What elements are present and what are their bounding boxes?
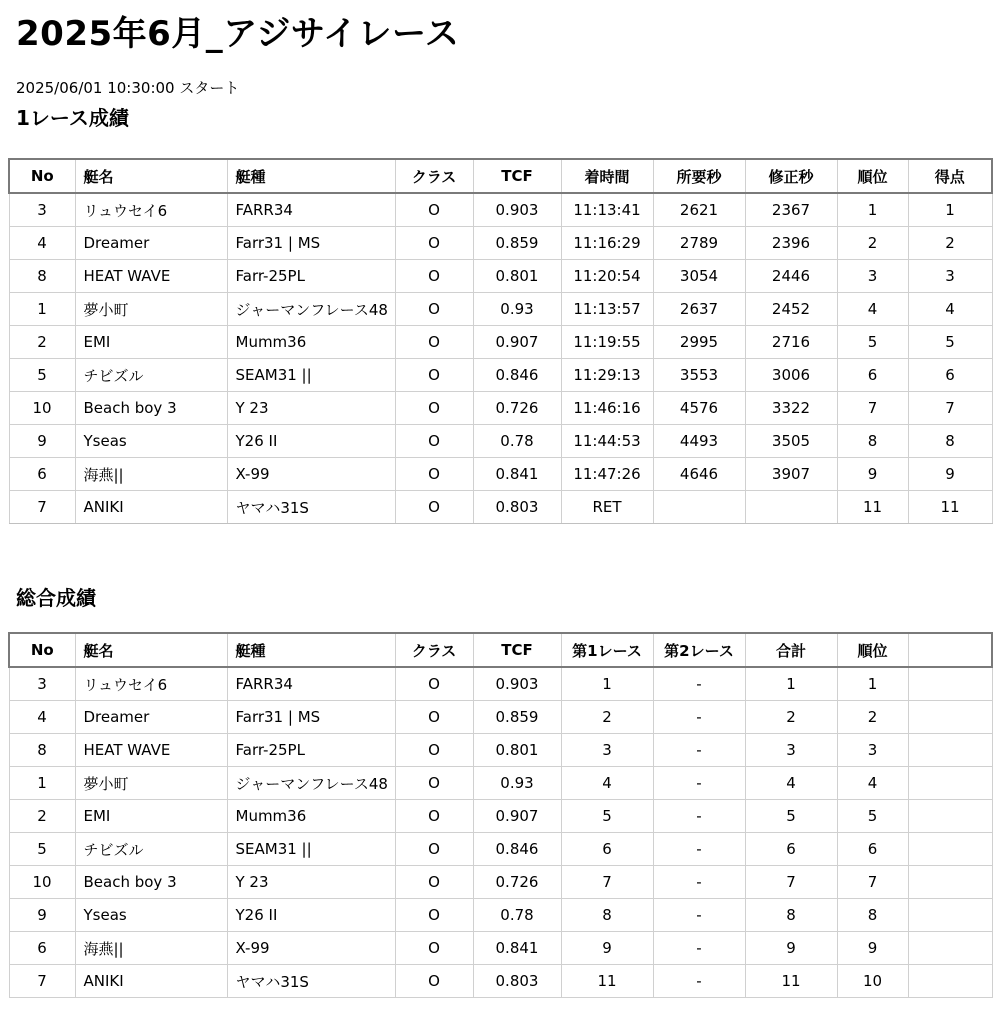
total-cell-class: O [395,965,473,998]
race1-cell-c6: RET [561,491,653,524]
race1-cell-boat-type: ヤマハ31S [227,491,395,524]
race1-cell-c8: 2396 [745,227,837,260]
table-row [9,193,992,227]
race1-cell-c10: 8 [908,425,992,458]
total-cell-class: O [395,833,473,866]
total-cell-c9: 9 [837,932,908,965]
race1-cell-c9: 3 [837,260,908,293]
race1-cell-c7: 2995 [653,326,745,359]
race1-cell-c8: 3322 [745,392,837,425]
total-cell-c8: 4 [745,767,837,800]
race1-cell-c9: 7 [837,392,908,425]
total-cell-class: O [395,866,473,899]
total-header-c6: 第1レース [561,633,653,667]
total-cell-c10 [908,767,992,800]
race1-cell-c10: 3 [908,260,992,293]
total-table-body [9,667,992,998]
race1-cell-class: O [395,458,473,491]
total-cell-c9: 4 [837,767,908,800]
race1-cell-boat-name: リュウセイ6 [75,193,227,227]
table-row [9,667,992,701]
total-cell-boat-type: ジャーマンフレース48 [227,767,395,800]
total-header-c7: 第2レース [653,633,745,667]
total-cell-boat-name: Beach boy 3 [75,866,227,899]
race1-cell-boat-type: Y 23 [227,392,395,425]
race1-cell-no: 2 [9,326,75,359]
total-cell-c8: 7 [745,866,837,899]
table-row [9,425,992,458]
total-cell-boat-type: Y 23 [227,866,395,899]
total-cell-boat-type: Mumm36 [227,800,395,833]
total-cell-c8: 8 [745,899,837,932]
table-row [9,458,992,491]
total-cell-c8: 9 [745,932,837,965]
table-row [9,491,992,524]
race1-cell-c8: 2367 [745,193,837,227]
race1-cell-tcf: 0.801 [473,260,561,293]
total-cell-c6: 2 [561,701,653,734]
total-cell-no: 9 [9,899,75,932]
race1-cell-boat-type: ジャーマンフレース48 [227,293,395,326]
table-row [9,260,992,293]
total-cell-c10 [908,866,992,899]
race1-cell-no: 5 [9,359,75,392]
total-cell-c7: - [653,667,745,701]
race1-cell-class: O [395,392,473,425]
race1-cell-no: 4 [9,227,75,260]
total-cell-c7: - [653,701,745,734]
total-cell-tcf: 0.903 [473,667,561,701]
race1-cell-boat-name: HEAT WAVE [75,260,227,293]
total-heading: 総合成績 [16,586,96,610]
total-cell-class: O [395,899,473,932]
total-cell-c10 [908,701,992,734]
race1-cell-c9: 9 [837,458,908,491]
total-cell-c10 [908,932,992,965]
total-cell-boat-name: Yseas [75,899,227,932]
race1-header-c7: 所要秒 [653,159,745,193]
total-cell-tcf: 0.78 [473,899,561,932]
race1-cell-no: 7 [9,491,75,524]
race1-cell-no: 10 [9,392,75,425]
total-cell-no: 5 [9,833,75,866]
table-row [9,833,992,866]
race1-cell-boat-name: 海燕|| [75,458,227,491]
total-cell-c9: 8 [837,899,908,932]
race1-cell-c9: 1 [837,193,908,227]
table-row [9,701,992,734]
table-row [9,359,992,392]
total-cell-tcf: 0.726 [473,866,561,899]
race1-cell-c8: 2716 [745,326,837,359]
total-cell-c7: - [653,965,745,998]
race1-cell-no: 9 [9,425,75,458]
total-cell-c7: - [653,800,745,833]
race1-header-c9: 順位 [837,159,908,193]
race1-cell-boat-type: SEAM31 || [227,359,395,392]
total-cell-boat-name: HEAT WAVE [75,734,227,767]
total-cell-c9: 10 [837,965,908,998]
total-cell-no: 6 [9,932,75,965]
total-cell-c9: 5 [837,800,908,833]
total-cell-c6: 9 [561,932,653,965]
total-header-boat-type: 艇種 [227,633,395,667]
race1-cell-c10: 7 [908,392,992,425]
race1-header-c6: 着時間 [561,159,653,193]
race1-cell-c6: 11:46:16 [561,392,653,425]
race1-cell-tcf: 0.846 [473,359,561,392]
race1-cell-boat-type: FARR34 [227,193,395,227]
total-cell-c6: 1 [561,667,653,701]
total-cell-boat-name: チビズル [75,833,227,866]
total-cell-c9: 6 [837,833,908,866]
total-cell-no: 4 [9,701,75,734]
race1-cell-class: O [395,359,473,392]
total-cell-tcf: 0.803 [473,965,561,998]
table-row [9,899,992,932]
total-cell-boat-type: FARR34 [227,667,395,701]
table-row [9,326,992,359]
total-cell-c6: 4 [561,767,653,800]
table-row [9,965,992,998]
total-cell-c9: 7 [837,866,908,899]
race1-cell-c8: 2452 [745,293,837,326]
race1-cell-tcf: 0.859 [473,227,561,260]
race1-header-c8: 修正秒 [745,159,837,193]
race1-cell-boat-name: EMI [75,326,227,359]
race1-cell-c9: 5 [837,326,908,359]
race1-header-c10: 得点 [908,159,992,193]
race1-cell-no: 3 [9,193,75,227]
total-cell-tcf: 0.93 [473,767,561,800]
race1-heading: 1レース成績 [16,106,129,130]
race1-cell-c10: 4 [908,293,992,326]
race1-cell-c10: 9 [908,458,992,491]
race1-cell-c10: 1 [908,193,992,227]
race1-cell-tcf: 0.907 [473,326,561,359]
race1-cell-no: 6 [9,458,75,491]
total-cell-c10 [908,833,992,866]
total-cell-boat-type: SEAM31 || [227,833,395,866]
total-cell-class: O [395,932,473,965]
race1-cell-c7: 2621 [653,193,745,227]
total-cell-no: 2 [9,800,75,833]
total-cell-c7: - [653,833,745,866]
total-cell-no: 7 [9,965,75,998]
race1-cell-c10: 5 [908,326,992,359]
total-cell-no: 1 [9,767,75,800]
race1-cell-c9: 2 [837,227,908,260]
race1-cell-c6: 11:13:57 [561,293,653,326]
total-results-table [8,632,993,998]
race1-cell-c8 [745,491,837,524]
total-cell-class: O [395,734,473,767]
race1-cell-class: O [395,425,473,458]
race1-cell-boat-name: ANIKI [75,491,227,524]
total-cell-class: O [395,701,473,734]
total-cell-no: 10 [9,866,75,899]
total-cell-boat-name: リュウセイ6 [75,667,227,701]
race1-cell-tcf: 0.903 [473,193,561,227]
race1-cell-c6: 11:47:26 [561,458,653,491]
race1-header-no: No [9,159,75,193]
race1-cell-c8: 3907 [745,458,837,491]
race1-cell-c6: 11:19:55 [561,326,653,359]
total-cell-c8: 1 [745,667,837,701]
total-cell-c10 [908,899,992,932]
total-cell-boat-type: Y26 II [227,899,395,932]
race1-cell-c9: 8 [837,425,908,458]
total-cell-no: 8 [9,734,75,767]
total-header-class: クラス [395,633,473,667]
total-header-c8: 合計 [745,633,837,667]
race1-cell-c7: 4576 [653,392,745,425]
race1-cell-class: O [395,326,473,359]
total-cell-boat-name: Dreamer [75,701,227,734]
total-cell-boat-name: ANIKI [75,965,227,998]
race1-cell-c7: 4646 [653,458,745,491]
race1-cell-c8: 2446 [745,260,837,293]
race1-header-boat-name: 艇名 [75,159,227,193]
total-cell-class: O [395,800,473,833]
race1-cell-c10: 6 [908,359,992,392]
race1-cell-tcf: 0.93 [473,293,561,326]
race1-cell-boat-type: X-99 [227,458,395,491]
total-cell-c9: 3 [837,734,908,767]
race1-cell-boat-name: Beach boy 3 [75,392,227,425]
total-cell-c8: 11 [745,965,837,998]
race1-cell-c6: 11:44:53 [561,425,653,458]
race1-cell-tcf: 0.841 [473,458,561,491]
total-cell-boat-type: Farr-25PL [227,734,395,767]
total-cell-c6: 3 [561,734,653,767]
race1-cell-c8: 3006 [745,359,837,392]
race1-cell-class: O [395,260,473,293]
race1-cell-c10: 2 [908,227,992,260]
total-cell-tcf: 0.801 [473,734,561,767]
race1-cell-boat-name: Dreamer [75,227,227,260]
total-header-tcf: TCF [473,633,561,667]
race1-cell-tcf: 0.726 [473,392,561,425]
total-cell-class: O [395,767,473,800]
race1-cell-c7 [653,491,745,524]
race1-table-body [9,193,992,524]
race1-header-class: クラス [395,159,473,193]
race1-cell-class: O [395,491,473,524]
total-cell-boat-type: X-99 [227,932,395,965]
race1-cell-c7: 3054 [653,260,745,293]
total-cell-tcf: 0.841 [473,932,561,965]
total-cell-c6: 11 [561,965,653,998]
race1-cell-c6: 11:29:13 [561,359,653,392]
total-cell-c7: - [653,932,745,965]
total-cell-c6: 7 [561,866,653,899]
total-cell-boat-type: Farr31 | MS [227,701,395,734]
table-row [9,767,992,800]
race1-header-tcf: TCF [473,159,561,193]
race1-cell-c6: 11:20:54 [561,260,653,293]
table-row [9,392,992,425]
total-cell-boat-name: 海燕|| [75,932,227,965]
table-row [9,293,992,326]
table-row [9,866,992,899]
race1-cell-class: O [395,193,473,227]
total-cell-c9: 1 [837,667,908,701]
start-time-text: 2025/06/01 10:30:00 スタート [16,79,240,97]
race1-cell-tcf: 0.78 [473,425,561,458]
total-cell-c6: 8 [561,899,653,932]
total-cell-c10 [908,965,992,998]
total-cell-boat-name: 夢小町 [75,767,227,800]
race1-cell-boat-name: チビズル [75,359,227,392]
race1-cell-class: O [395,293,473,326]
race1-header-row [9,159,992,193]
race1-cell-c7: 4493 [653,425,745,458]
race1-cell-c8: 3505 [745,425,837,458]
total-header-c10 [908,633,992,667]
race1-cell-c10: 11 [908,491,992,524]
race1-cell-c6: 11:16:29 [561,227,653,260]
total-cell-c7: - [653,767,745,800]
total-cell-no: 3 [9,667,75,701]
total-cell-class: O [395,667,473,701]
total-cell-tcf: 0.859 [473,701,561,734]
race1-cell-no: 8 [9,260,75,293]
total-cell-boat-type: ヤマハ31S [227,965,395,998]
total-cell-c8: 3 [745,734,837,767]
race1-cell-boat-type: Mumm36 [227,326,395,359]
page-title: 2025年6月_アジサイレース [16,14,460,54]
total-header-row [9,633,992,667]
race1-results-table [8,158,993,524]
race1-cell-tcf: 0.803 [473,491,561,524]
race1-cell-boat-name: Yseas [75,425,227,458]
race1-cell-c7: 3553 [653,359,745,392]
total-cell-c10 [908,667,992,701]
race1-cell-boat-type: Farr-25PL [227,260,395,293]
race1-cell-no: 1 [9,293,75,326]
race1-cell-c9: 11 [837,491,908,524]
table-row [9,734,992,767]
total-cell-c8: 5 [745,800,837,833]
race1-cell-c6: 11:13:41 [561,193,653,227]
total-cell-c9: 2 [837,701,908,734]
race1-cell-boat-type: Y26 II [227,425,395,458]
total-header-no: No [9,633,75,667]
race1-cell-boat-type: Farr31 | MS [227,227,395,260]
total-cell-c10 [908,734,992,767]
total-cell-c10 [908,800,992,833]
race1-cell-class: O [395,227,473,260]
race1-cell-c9: 6 [837,359,908,392]
total-header-c9: 順位 [837,633,908,667]
total-cell-tcf: 0.907 [473,800,561,833]
total-cell-tcf: 0.846 [473,833,561,866]
total-cell-boat-name: EMI [75,800,227,833]
race1-cell-boat-name: 夢小町 [75,293,227,326]
race1-cell-c7: 2789 [653,227,745,260]
total-cell-c7: - [653,734,745,767]
race1-cell-c9: 4 [837,293,908,326]
race1-header-boat-type: 艇種 [227,159,395,193]
table-row [9,932,992,965]
total-cell-c6: 6 [561,833,653,866]
total-cell-c7: - [653,899,745,932]
table-row [9,800,992,833]
total-cell-c8: 2 [745,701,837,734]
total-cell-c6: 5 [561,800,653,833]
table-row [9,227,992,260]
total-cell-c8: 6 [745,833,837,866]
race1-cell-c7: 2637 [653,293,745,326]
total-header-boat-name: 艇名 [75,633,227,667]
total-cell-c7: - [653,866,745,899]
